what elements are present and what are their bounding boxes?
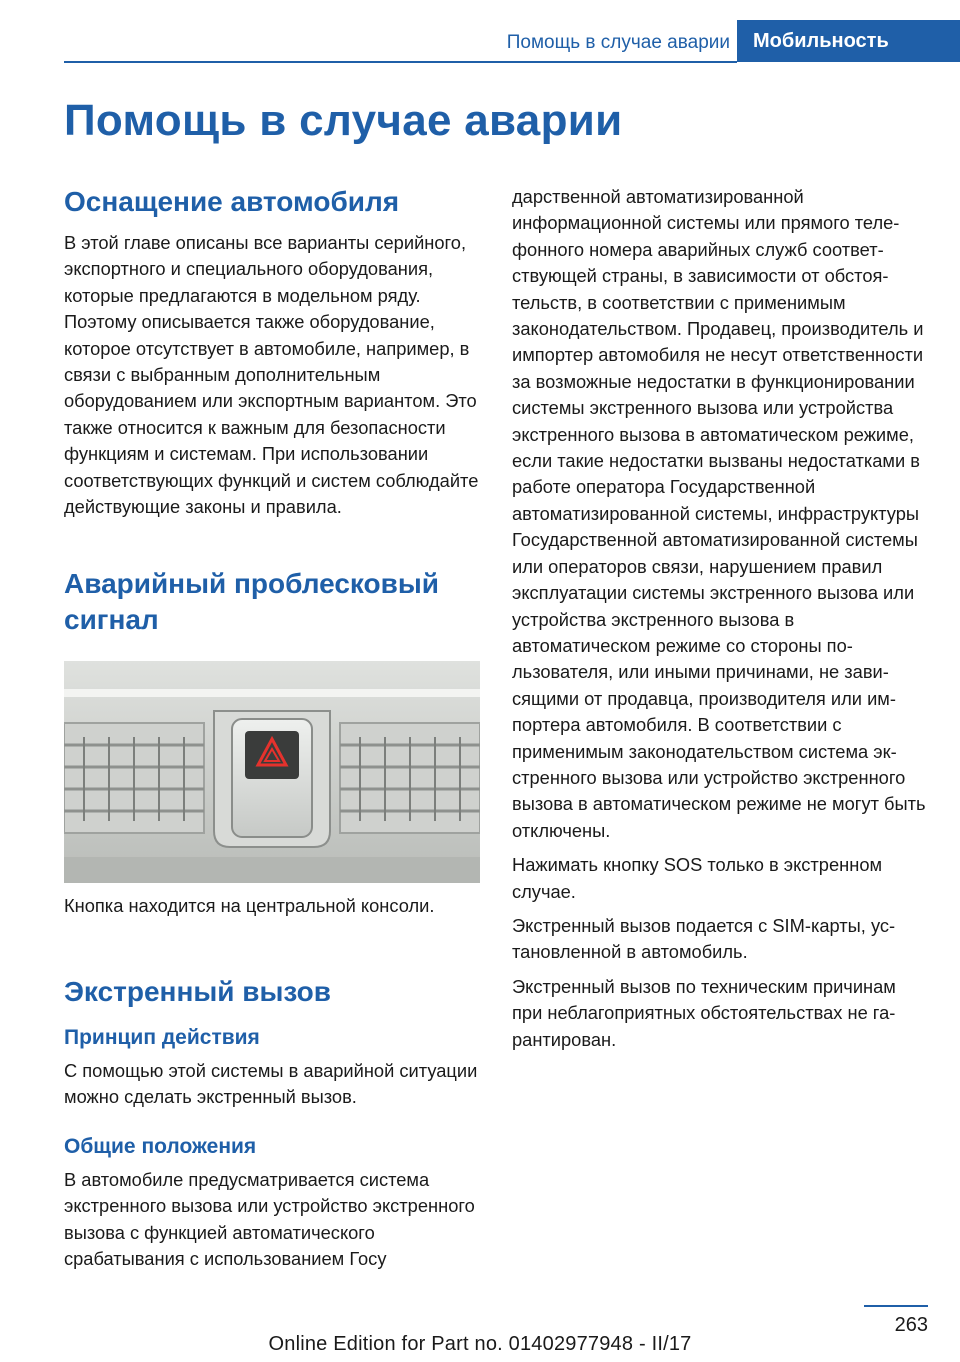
hazard-button-photo: [64, 661, 480, 883]
guarantee-note: Экстренный вызов по техническим причинам при неблагоприятных обстоятельствах не гарантирован.: [512, 975, 896, 1050]
figure-caption: Кнопка находится на центральной консоли.: [64, 895, 435, 917]
hazard-heading: Аварийный проблесковый сигнал: [64, 568, 439, 636]
equipment-heading: Оснащение автомобиля: [64, 186, 400, 217]
header-rule: [64, 61, 737, 63]
general-heading: Общие положения: [64, 1134, 257, 1158]
principle-heading: Принцип действия: [64, 1025, 260, 1049]
right-column: [512, 184, 928, 1053]
footer-rule: [864, 1305, 928, 1307]
page-number: 263: [894, 1314, 928, 1336]
section-tab[interactable]: Помощь в случае аварии: [506, 32, 730, 53]
console-illustration: [64, 661, 480, 883]
chapter-tab[interactable]: Мобильность: [737, 20, 960, 62]
equipment-text: В этой главе описаны все варианты серийного, экспортного и специального оборудования, которые предлагаются в модельном ряду. Поэтому описывается также оборудование, которое отсутствует в автомобиле, например, в связи с выбранным дополнительным оборудованием или экспортным вариантом. Это также относится к важным для безопасности функциям и системам. При использовании соответствующих функций и систем соблюдайте действующие законы и правила.: [64, 232, 479, 518]
page-title: Помощь в случае аварии: [64, 96, 623, 145]
page-header: [0, 0, 960, 64]
liability-text: дарственной автоматизированной информационной системы или прямого телефонного номера аварийных служб соответствующей страны, в зависимости от обстоятельств, в соответствии с применимым законодательством. Продавец, производитель и импортер автомобиля не несут ответственности за возможные недостатки в функционировании системы экстренного вызова или устройства экстренного вызова в автоматическом режиме, если такие недостатки вызваны недостатками в работе оператора Государственной автоматизированной системы, инфраструктуры Государственной автоматизированной системы или операторов связи, нарушением правил эксплуатации системы экстренного вызова или устройства экстренного вызова в автоматическом режиме со стороны пользователя, или иными причинами, не зависящими от продавца, производителя или импортера автомобиля. В соответствии с применимым законодательством система экстренного вызова или устройство экстренного вызова в автоматическом режиме не могут быть отключены.: [512, 186, 926, 841]
edition-footer: Online Edition for Part no. 01402977948 - II/17: [268, 1333, 692, 1355]
sos-button-note: Нажимать кнопку SOS только в экстренном случае.: [512, 854, 883, 902]
sim-card-note: Экстренный вызов подается с SIM-карты, установленной в автомобиль.: [512, 914, 896, 963]
general-text: В автомобиле предусматривается система экстренного вызова или устройство экстренного вызова с функцией автоматического срабатывания с использованием Госу: [64, 1168, 475, 1269]
principle-text: С помощью этой системы в аварийной ситуации можно сделать экстренный вызов.: [64, 1059, 478, 1108]
emergency-call-heading: Экстренный вызов: [64, 975, 331, 1007]
left-column: [64, 184, 480, 1272]
